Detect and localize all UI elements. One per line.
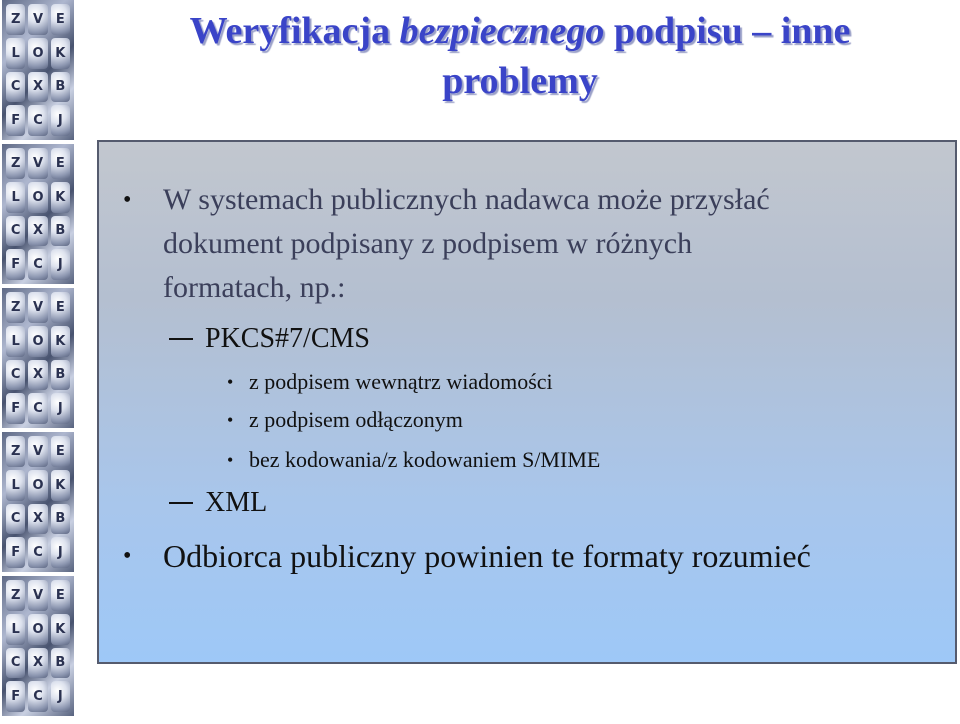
letter-tile: C xyxy=(6,504,25,535)
letter-tile: L xyxy=(6,470,25,501)
letter-tile: Z xyxy=(6,4,25,35)
letter-tile: F xyxy=(6,393,25,424)
letter-tile: X xyxy=(28,216,47,247)
letter-tile: J xyxy=(51,393,70,424)
bullet-line: Odbiorca publiczny powinien te formaty rozumieć xyxy=(163,538,811,574)
sub-item-xml xyxy=(205,484,267,522)
sub-sub-item-label: z podpisem odłączonym xyxy=(249,407,463,432)
letter-tile: C xyxy=(28,681,47,712)
letter-tile: K xyxy=(51,326,70,357)
sub-item-pkcs xyxy=(205,320,370,358)
tile-block xyxy=(2,432,74,572)
bullet-dot-icon: • xyxy=(227,450,234,470)
letter-tile: O xyxy=(28,614,47,645)
letter-tile: Z xyxy=(6,580,25,611)
letter-tile: V xyxy=(28,292,47,323)
letter-tile: X xyxy=(28,648,47,679)
bullet-dot-icon: • xyxy=(227,410,234,430)
sub-sub-item xyxy=(227,366,553,398)
letter-tile: L xyxy=(6,614,25,645)
bullet-line: dokument podpisany z podpisem w różnych xyxy=(163,227,693,260)
bullet-item xyxy=(123,178,943,310)
letter-tile: B xyxy=(51,72,70,103)
sub-item-label: XML xyxy=(205,487,268,518)
letter-tile: O xyxy=(28,38,47,69)
letter-tile: K xyxy=(51,470,70,501)
letter-tile: F xyxy=(6,537,25,568)
letter-tile: B xyxy=(51,648,70,679)
title-text: podpisu – inne xyxy=(604,10,851,52)
letter-tile: E xyxy=(51,4,70,35)
letter-tile: K xyxy=(51,182,70,213)
sub-sub-item-label: z podpisem wewnątrz wiadomości xyxy=(249,369,553,394)
letter-tile: X xyxy=(28,360,47,391)
sub-item-label: PKCS#7/CMS xyxy=(205,323,370,354)
letter-tile: C xyxy=(6,360,25,391)
decorative-tile-strip xyxy=(0,0,76,724)
letter-tile: C xyxy=(28,537,47,568)
dash-icon xyxy=(169,338,193,340)
letter-tile: X xyxy=(28,504,47,535)
letter-tile: K xyxy=(51,614,70,645)
bullet-line: W systemach publicznych nadawca może przysłać xyxy=(163,183,770,216)
sub-sub-item xyxy=(227,444,601,476)
bullet-line: formatach, np.: xyxy=(163,271,346,304)
letter-tile: J xyxy=(51,681,70,712)
letter-tile: J xyxy=(51,105,70,136)
letter-tile: F xyxy=(6,681,25,712)
letter-tile: L xyxy=(6,182,25,213)
letter-tile: J xyxy=(51,537,70,568)
letter-tile: E xyxy=(51,580,70,611)
title-line-1 xyxy=(100,6,940,56)
letter-tile: B xyxy=(51,360,70,391)
bullet-dot-icon: • xyxy=(227,372,234,392)
letter-tile: C xyxy=(28,393,47,424)
bullet-dot-icon: • xyxy=(123,187,132,213)
letter-tile: O xyxy=(28,470,47,501)
letter-tile: C xyxy=(28,249,47,280)
title-line-2: problemy xyxy=(442,60,598,102)
tile-block xyxy=(2,0,74,140)
letter-tile: V xyxy=(28,148,47,179)
bullet-item xyxy=(123,534,811,578)
letter-tile: L xyxy=(6,326,25,357)
letter-tile: Z xyxy=(6,292,25,323)
letter-tile: Z xyxy=(6,436,25,467)
letter-tile: J xyxy=(51,249,70,280)
letter-tile: C xyxy=(6,648,25,679)
title-italic-text: bezpiecznego xyxy=(399,10,605,52)
bullet-dot-icon: • xyxy=(123,543,132,569)
tile-block xyxy=(2,144,74,284)
letter-tile: B xyxy=(51,504,70,535)
letter-tile: C xyxy=(28,105,47,136)
letter-tile: F xyxy=(6,249,25,280)
title-text: Weryfikacja xyxy=(189,10,400,52)
letter-tile: E xyxy=(51,148,70,179)
tile-block xyxy=(2,288,74,428)
letter-tile: E xyxy=(51,436,70,467)
letter-tile: C xyxy=(6,216,25,247)
letter-tile: V xyxy=(28,580,47,611)
content-panel xyxy=(97,140,957,664)
dash-icon xyxy=(169,502,193,504)
letter-tile: O xyxy=(28,326,47,357)
letter-tile: F xyxy=(6,105,25,136)
sub-sub-item-label: bez kodowania/z kodowaniem S/MIME xyxy=(249,447,601,472)
letter-tile: V xyxy=(28,436,47,467)
sub-sub-item xyxy=(227,404,463,436)
letter-tile: V xyxy=(28,4,47,35)
letter-tile: K xyxy=(51,38,70,69)
letter-tile: L xyxy=(6,38,25,69)
letter-tile: Z xyxy=(6,148,25,179)
tile-block xyxy=(2,576,74,716)
letter-tile: X xyxy=(28,72,47,103)
letter-tile: C xyxy=(6,72,25,103)
slide-title xyxy=(100,6,940,106)
letter-tile: O xyxy=(28,182,47,213)
letter-tile: E xyxy=(51,292,70,323)
letter-tile: B xyxy=(51,216,70,247)
